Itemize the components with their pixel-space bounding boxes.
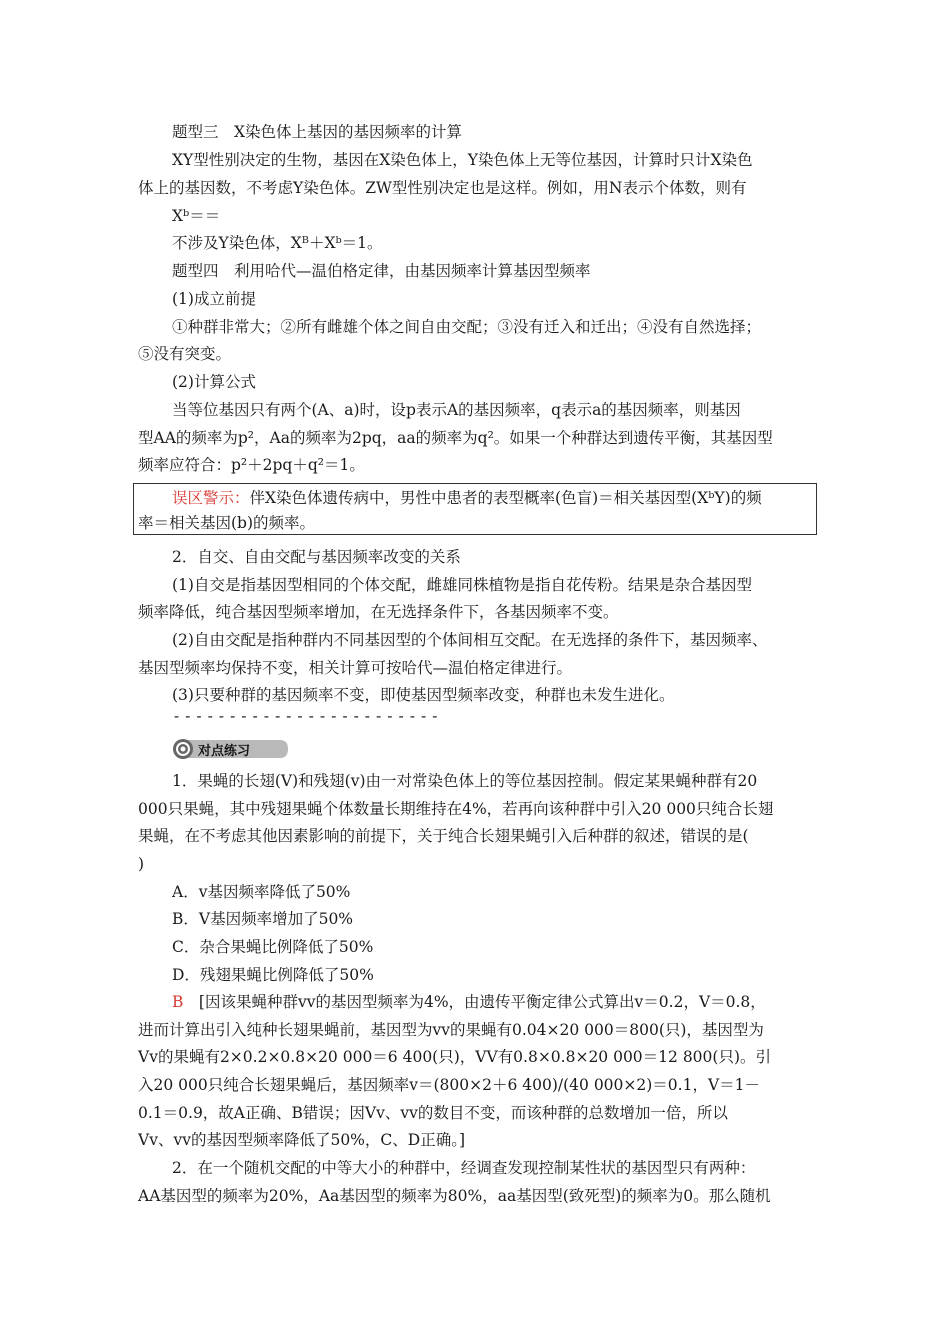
dashed-separator: ------------------------ xyxy=(172,707,442,725)
section3-title: 题型三 X染色体上基因的基因频率的计算 xyxy=(172,123,463,141)
question-line: ) xyxy=(138,855,145,873)
question-line: 2．在一个随机交配的中等大小的种群中，经调查发现控制某性状的基因型只有两种： xyxy=(172,1159,756,1177)
paragraph-line: 频率降低，纯合基因型频率增加，在无选择条件下，各基因频率不变。 xyxy=(138,603,619,621)
answer-text: [因该果蝇种群vv的基因型频率为4%，由遗传平衡定律公式算出v＝0.2，V＝0.8， xyxy=(183,993,766,1011)
practice-badge xyxy=(172,738,290,760)
paragraph-line: 型AA的频率为p²，Aa的频率为2pq，aa的频率为q²。如果一个种群达到遗传平衡，其基因型 xyxy=(138,429,773,447)
answer-line xyxy=(172,991,818,1013)
question-line: 果蝇，在不考虑其他因素影响的前提下，关于纯合长翅果蝇引入后种群的叙述，错误的是( xyxy=(138,827,749,845)
subheading: (2)计算公式 xyxy=(172,373,256,391)
paragraph-line: ⑤没有突变。 xyxy=(138,345,232,363)
paragraph-line: 频率应符合：p²＋2pq＋q²＝1。 xyxy=(138,456,365,474)
answer-line: 进而计算出引入纯种长翅果蝇前，基因型为vv的果蝇有0.04×20 000＝800(只)，基因型为 xyxy=(138,1021,764,1039)
question-line: AA基因型的频率为20%，Aa基因型的频率为80%，aa基因型(致死型)的频率为0。那么随机 xyxy=(138,1187,771,1205)
warning-line: 率＝相关基因(b)的频率。 xyxy=(138,514,316,532)
answer-line: Vv的果蝇有2×0.2×0.8×20 000＝6 400(只)，VV有0.8×0.8×20 000＝12 800(只)。引 xyxy=(138,1048,772,1066)
warning-label: 误区警示： xyxy=(172,489,250,507)
paragraph-line: 当等位基因只有两个(A、a)时，设p表示A的基因频率，q表示a的基因频率，则基因 xyxy=(172,401,741,419)
answer-letter: B xyxy=(172,993,184,1011)
paragraph-line: 不涉及Y染色体，Xᴮ＋Xᵇ＝1。 xyxy=(172,234,383,252)
warning-line xyxy=(172,487,818,509)
option-d: D．残翅果蝇比例降低了50% xyxy=(172,966,374,984)
paragraph-line: (2)自由交配是指种群内不同基因型的个体间相互交配。在无选择的条件下，基因频率、 xyxy=(172,631,768,649)
option-b: B．V基因频率增加了50% xyxy=(172,910,354,928)
paragraph-line: 基因型频率均保持不变，相关计算可按哈代—温伯格定律进行。 xyxy=(138,659,573,677)
paragraph-line: (1)自交是指基因型相同的个体交配，雌雄同株植物是指自花传粉。结果是杂合基因型 xyxy=(172,576,752,594)
paragraph-line: (3)只要种群的基因频率不变，即使基因型频率改变，种群也未发生进化。 xyxy=(172,686,675,704)
part2-title: 2．自交、自由交配与基因频率改变的关系 xyxy=(172,548,461,566)
question-line: 000只果蝇，其中残翅果蝇个体数量长期维持在4%，若再向该种群中引入20 000只纯合长翅 xyxy=(138,800,774,818)
answer-line: 0.1＝0.9，故A正确、B错误；因Vv、vv的数目不变，而该种群的总数增加一倍，所以 xyxy=(138,1104,728,1122)
paragraph-line: ①种群非常大；②所有雌雄个体之间自由交配；③没有迁入和迁出；④没有自然选择； xyxy=(172,318,762,336)
subheading: (1)成立前提 xyxy=(172,290,256,308)
question-line: 1．果蝇的长翅(V)和残翅(v)由一对常染色体上的等位基因控制。假定某果蝇种群有20 xyxy=(172,772,758,790)
section4-title: 题型四 利用哈代—温伯格定律，由基因频率计算基因型频率 xyxy=(172,262,591,280)
paragraph-line: 体上的基因数，不考虑Y染色体。ZW型性别决定也是这样。例如，用N表示个体数，则有 xyxy=(138,179,747,197)
option-c: C．杂合果蝇比例降低了50% xyxy=(172,938,374,956)
formula-line: Xᵇ＝＝ xyxy=(172,207,221,225)
paragraph-line: XY型性别决定的生物，基因在X染色体上，Y染色体上无等位基因，计算时只计X染色 xyxy=(172,151,753,169)
answer-line: 入20 000只纯合长翅果蝇后，基因频率v＝(800×2＋6 400)/(40 000×2)＝0.1，V＝1－ xyxy=(138,1076,760,1094)
answer-line: Vv、vv的基因型频率降低了50%，C、D正确。] xyxy=(138,1131,465,1149)
warning-text: 伴X染色体遗传病中，男性中患者的表型概率(色盲)＝相关基因型(XᵇY)的频 xyxy=(249,489,762,507)
option-a: A．v基因频率降低了50% xyxy=(172,883,351,901)
practice-badge-label: 对点练习 xyxy=(198,744,251,759)
